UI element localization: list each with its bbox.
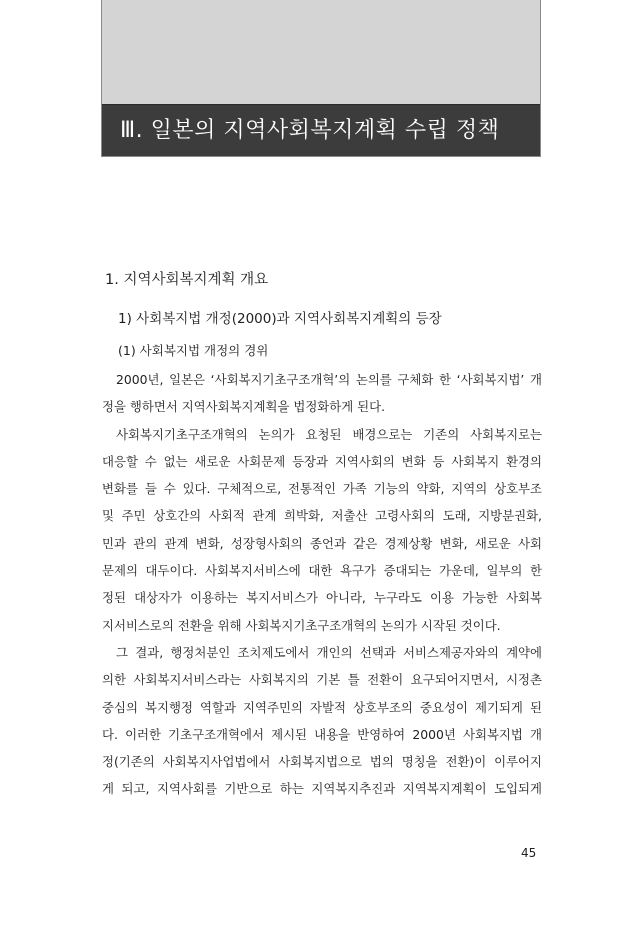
text-line: 및 주민 상호간의 사회적 관계 희박화, 저출산 고령사회의 도래, 지방분권화,: [102, 508, 542, 524]
chapter-banner: [101, 0, 541, 157]
text-line: 다. 이러한 기초구조개혁에서 제시된 내용을 반영하여 2000년 사회복지법 개: [102, 726, 542, 742]
section-heading: 1. 지역사회복지계획 개요: [105, 272, 269, 288]
text-line: 의한 사회복지서비스라는 사회복지의 기본 틀 전환이 요구되어지면서, 시정촌: [102, 672, 542, 688]
text-line: 사회복지기초구조개혁의 논의가 요청된 배경으로는 기존의 사회복지로는: [116, 426, 542, 442]
chapter-title-bar: [102, 104, 540, 156]
text-line: 중심의 복지행정 역할과 지역주민의 자발적 상호부조의 중요성이 제기되게 된: [102, 699, 542, 715]
text-line: 지서비스로의 전환을 위해 사회복지기초구조개혁의 논의가 시작된 것이다.: [102, 617, 501, 633]
subsection-heading: 1) 사회복지법 개정(2000)과 지역사회복지계획의 등장: [118, 311, 442, 327]
text-line: 게 되고, 지역사회를 기반으로 하는 지역복지추진과 지역복지계획이 도입되게: [102, 781, 542, 797]
page-number: 45: [521, 846, 537, 860]
text-line: 대응할 수 없는 새로운 사회문제 등장과 지역사회의 변화 등 사회복지 환경의: [102, 453, 542, 469]
sub-subsection-heading: (1) 사회복지법 개정의 경위: [118, 343, 269, 358]
text-line: 그 결과, 행정처분인 조치제도에서 개인의 선택과 서비스제공자와의 계약에: [116, 644, 542, 660]
text-line: 정된 대상자가 이용하는 복지서비스가 아니라, 누구라도 이용 가능한 사회복: [102, 590, 542, 606]
text-line: 정을 행하면서 지역사회복지계획을 법정화하게 된다.: [102, 399, 386, 415]
text-line: 변화를 들 수 있다. 구체적으로, 전통적인 가족 기능의 약화, 지역의 상호부조: [102, 481, 542, 497]
text-line: 민과 관의 관계 변화, 성장형사회의 종언과 같은 경제상황 변화, 새로운 사회: [102, 535, 542, 551]
text-line: 정(기존의 사회복지사업법에서 사회복지법으로 법의 명칭을 전환)이 이루어지: [102, 754, 542, 770]
body-text: [102, 366, 542, 803]
text-line: 2000년, 일본은 ‘사회복지기초구조개혁’의 논의를 구체화 한 ‘사회복지법’ 개: [116, 372, 542, 387]
chapter-title: Ⅲ. 일본의 지역사회복지계획 수립 정책: [120, 118, 500, 143]
text-line: 문제의 대두이다. 사회복지서비스에 대한 욕구가 증대되는 가운데, 일부의 한: [102, 563, 542, 579]
